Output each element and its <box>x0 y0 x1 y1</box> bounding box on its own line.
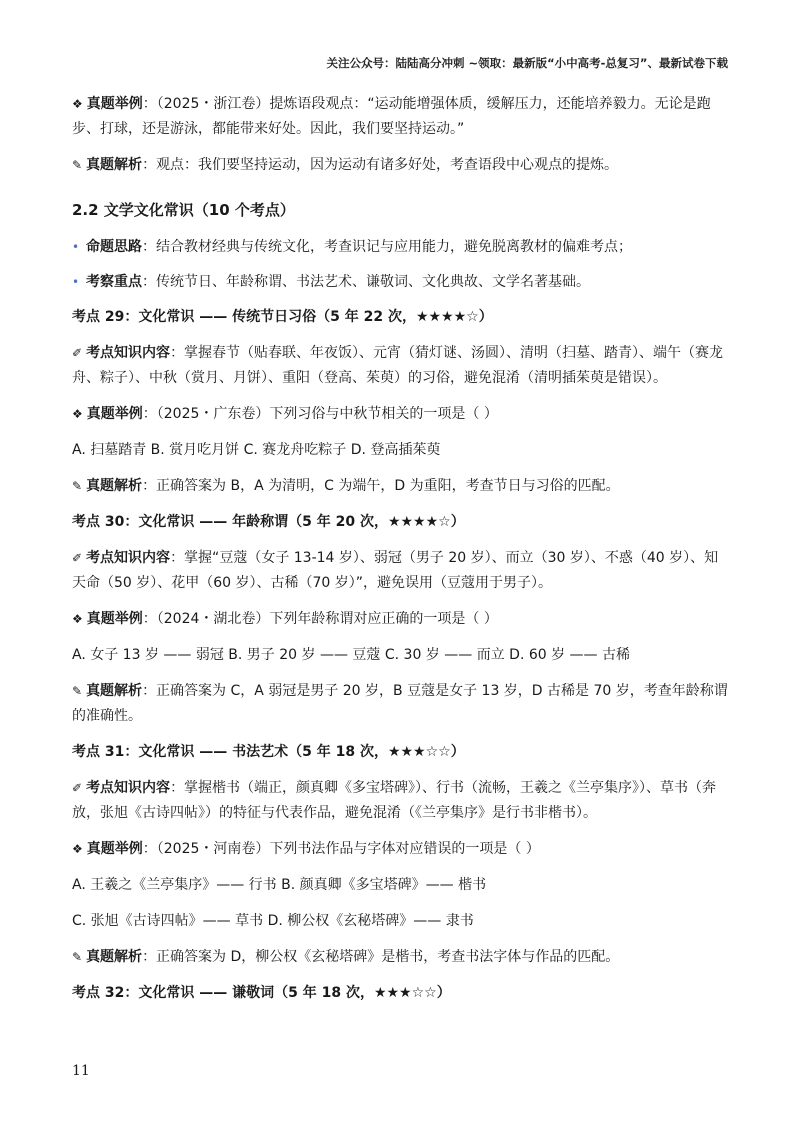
bullet-text: ：传统节日、年龄称谓、书法艺术、谦敬词、文化典故、文学名著基础。 <box>142 274 590 290</box>
knowledge-text: ：掌握春节（贴春联、年夜饭）、元宵（猜灯谜、汤圆）、清明（扫墓、踏青）、端午（赛龙舟、粽子）、中秋（赏月、月饼）、重阳（登高、茱萸）的习俗，避免混淆（清明插茱萸是错误）。 <box>72 345 724 386</box>
example-text: ：（2025・浙江卷）提炼语段观点：“运动能增强体质，缓解压力，还能培养毅力。无论是跑步、打球，还是游泳，都能带来好处。因此，我们要坚持运动。” <box>72 96 711 137</box>
diamond-icon: ❖ <box>72 407 83 421</box>
example-paragraph <box>72 607 728 632</box>
analysis-paragraph <box>72 153 728 178</box>
diamond-icon: ❖ <box>72 612 83 626</box>
pencil-icon: ✎ <box>72 479 83 493</box>
example-label: 真题举例 <box>86 96 143 112</box>
diamond-icon: ❖ <box>72 97 83 111</box>
bullet-dot-icon: • <box>72 240 80 254</box>
options-line: A. 王羲之《兰亭集序》—— 行书 B. 颜真卿《多宝塔碑》—— 楷书 <box>72 877 487 893</box>
analysis-paragraph <box>72 474 728 499</box>
document-body <box>72 92 728 1017</box>
section-heading: 2.2 文学文化常识（10 个考点） <box>72 201 295 219</box>
bullet-dot-icon: • <box>72 275 80 289</box>
bullet-item <box>72 270 728 295</box>
analysis-text: ：观点：我们要坚持运动，因为运动有诸多好处，考查语段中心观点的提炼。 <box>142 157 619 173</box>
bullet-text: ：结合教材经典与传统文化，考查识记与应用能力，避免脱离教材的偏难考点； <box>142 239 632 255</box>
bullet-label: 命题思路 <box>86 239 142 255</box>
knowledge-paragraph <box>72 546 728 596</box>
bullet-label: 考察重点 <box>86 274 142 290</box>
kaodian-29-title: 考点 29：文化常识 —— 传统节日习俗（5 年 22 次，★★★★☆） <box>72 309 493 325</box>
pencil-note-icon: ✐ <box>72 781 83 795</box>
pencil-icon: ✎ <box>72 158 83 172</box>
page-header: 关注公众号：陆陆高分冲刺 ~领取：最新版“小中高考-总复习”、最新试卷下载 <box>326 56 728 70</box>
analysis-label: 真题解析 <box>86 157 143 173</box>
pencil-note-icon: ✐ <box>72 346 83 360</box>
knowledge-paragraph <box>72 341 728 391</box>
example-paragraph <box>72 402 728 427</box>
example-paragraph <box>72 837 728 862</box>
kaodian-30-title: 考点 30：文化常识 —— 年龄称谓（5 年 20 次，★★★★☆） <box>72 514 465 530</box>
knowledge-text: ：掌握“豆蔻（女子 13-14 岁）、弱冠（男子 20 岁）、而立（30 岁）、不惑（40 岁）、知天命（50 岁）、花甲（60 岁）、古稀（70 岁）”，避免误用（豆蔻用于男子）。 <box>72 550 719 591</box>
page-number: 11 <box>72 1063 90 1079</box>
example-label: 真题举例 <box>86 406 143 422</box>
example-text: ：（2024・湖北卷）下列年龄称谓对应正确的一项是（ ） <box>142 611 498 627</box>
pencil-icon: ✎ <box>72 684 83 698</box>
knowledge-text: ：掌握楷书（端正，颜真卿《多宝塔碑》）、行书（流畅，王羲之《兰亭集序》）、草书（奔放，张旭《古诗四帖》）的特征与代表作品，避免混淆（《兰亭集序》是行书非楷书）。 <box>72 780 717 821</box>
knowledge-label: 考点知识内容 <box>86 550 171 566</box>
options-line: C. 张旭《古诗四帖》—— 草书 D. 柳公权《玄秘塔碑》—— 隶书 <box>72 913 474 929</box>
example-paragraph <box>72 92 728 142</box>
analysis-paragraph <box>72 945 728 970</box>
diamond-icon: ❖ <box>72 842 83 856</box>
kaodian-31-title: 考点 31：文化常识 —— 书法艺术（5 年 18 次，★★★☆☆） <box>72 744 465 760</box>
options-line: A. 女子 13 岁 —— 弱冠 B. 男子 20 岁 —— 豆蔻 C. 30 岁 —— 而立 D. 60 岁 —— 古稀 <box>72 647 631 663</box>
analysis-paragraph <box>72 679 728 729</box>
example-text: ：（2025・河南卷）下列书法作品与字体对应错误的一项是（ ） <box>142 841 540 857</box>
example-label: 真题举例 <box>86 611 143 627</box>
analysis-label: 真题解析 <box>86 683 143 699</box>
analysis-label: 真题解析 <box>86 478 143 494</box>
analysis-text: ：正确答案为 B，A 为清明，C 为端午，D 为重阳，考查节日与习俗的匹配。 <box>142 478 620 494</box>
bullet-item <box>72 235 728 260</box>
knowledge-label: 考点知识内容 <box>86 780 171 796</box>
knowledge-label: 考点知识内容 <box>86 345 171 361</box>
analysis-text: ：正确答案为 D，柳公权《玄秘塔碑》是楷书，考查书法字体与作品的匹配。 <box>142 949 620 965</box>
analysis-label: 真题解析 <box>86 949 143 965</box>
pencil-icon: ✎ <box>72 950 83 964</box>
knowledge-paragraph <box>72 776 728 826</box>
options-line: A. 扫墓踏青 B. 赏月吃月饼 C. 赛龙舟吃粽子 D. 登高插茱萸 <box>72 442 441 458</box>
example-label: 真题举例 <box>86 841 143 857</box>
pencil-note-icon: ✐ <box>72 551 83 565</box>
analysis-text: ：正确答案为 C，A 弱冠是男子 20 岁，B 豆蔻是女子 13 岁，D 古稀是 70 岁，考查年龄称谓的准确性。 <box>72 683 728 724</box>
example-text: ：（2025・广东卷）下列习俗与中秋节相关的一项是（ ） <box>142 406 498 422</box>
kaodian-32-title: 考点 32：文化常识 —— 谦敬词（5 年 18 次，★★★☆☆） <box>72 985 451 1001</box>
